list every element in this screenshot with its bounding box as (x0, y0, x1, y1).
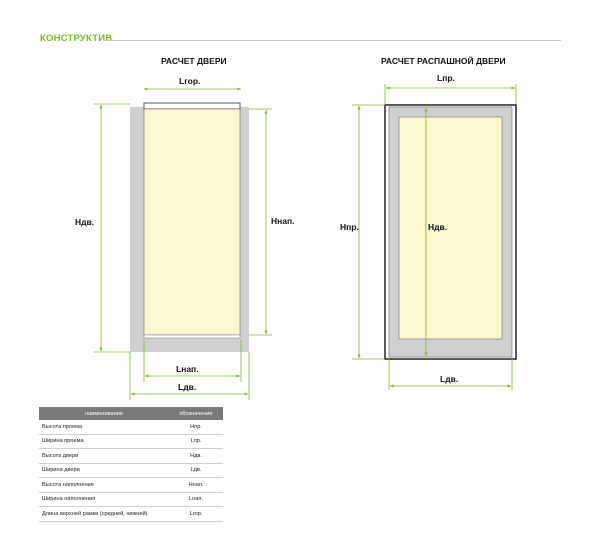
table-cell-name: Ширина наполнения (39, 492, 169, 507)
table-cell-code: Lдв. (169, 463, 223, 478)
table-cell-name: Длина верхней рамки (средней, нижней) (39, 507, 169, 522)
table-cell-name: Ширина двери (39, 463, 169, 478)
left-door-top-bar (144, 103, 240, 109)
table-row (39, 463, 223, 478)
table-cell-name: Высота двери (39, 449, 169, 464)
table-header-code: обозначение (169, 407, 223, 420)
spec-table (39, 407, 223, 522)
table-row (39, 478, 223, 493)
label-door-height-left: Hдв. (75, 217, 95, 227)
label-fill-width: Lнап. (176, 364, 199, 374)
table-cell-name: Высота проема (39, 420, 169, 434)
left-door (130, 103, 249, 352)
table-cell-code: Lпр. (169, 434, 223, 449)
table-row (39, 492, 223, 507)
table-row (39, 420, 223, 434)
right-door-panel (399, 117, 502, 339)
table-cell-code: Lнап. (169, 492, 223, 507)
label-opening-width: Lпр. (437, 73, 455, 83)
table-header-row (39, 407, 223, 420)
table-cell-code: Hпр. (169, 420, 223, 434)
right-door (385, 105, 516, 359)
left-door-panel (144, 109, 240, 335)
table-row (39, 434, 223, 449)
section-title: КОНСТРУКТИВ (40, 33, 113, 44)
table-cell-code: Hдв. (169, 449, 223, 464)
table-row (39, 449, 223, 464)
table-row (39, 507, 223, 522)
label-top-width: Lгор. (179, 76, 201, 86)
label-door-width-right: Lдв. (440, 374, 459, 384)
label-fill-height: Hнап. (271, 216, 295, 226)
label-door-width-left: Lдв. (178, 382, 197, 392)
table-cell-code: Lгор. (169, 507, 223, 522)
left-door-bottom-bar (144, 335, 240, 338)
label-door-height-right: Hдв. (428, 222, 448, 232)
table-cell-name: Высота наполнения (39, 478, 169, 493)
table-cell-code: Hнап. (169, 478, 223, 493)
right-diagram-title: РАСЧЕТ РАСПАШНОЙ ДВЕРИ (381, 56, 506, 66)
label-opening-height: Hпр. (340, 222, 359, 232)
table-header-name: наименование (39, 407, 169, 420)
table-cell-name: Ширина проема (39, 434, 169, 449)
left-diagram-title: РАСЧЕТ ДВЕРИ (161, 56, 227, 66)
